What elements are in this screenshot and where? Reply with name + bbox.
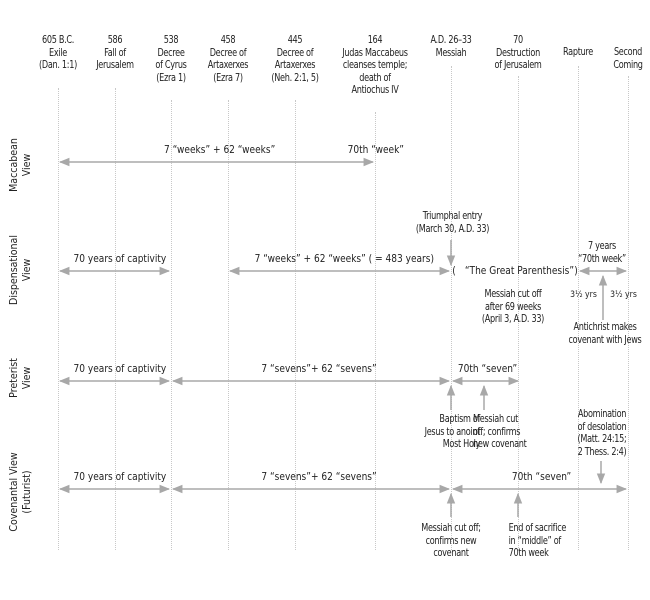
disp-seven-years-label: 7 years “70th week” — [578, 240, 626, 265]
cov-sacrifice-label: End of sacrifice in “middle” of 70th week — [508, 522, 567, 559]
header-messiah: A.D. 26–33 Messiah — [430, 34, 472, 59]
header-rapture: Rapture — [563, 46, 593, 58]
disp-weeks-label: 7 “weeks” + 62 “weeks” ( = 483 years) — [254, 253, 435, 265]
cov-captivity-label: 70 years of captivity — [73, 471, 167, 483]
header-70ad: 70 Destruction of Jerusalem — [494, 34, 542, 71]
cov-70th-label: 70th “seven” — [511, 471, 572, 483]
row-label-preterist: Preterist View — [7, 358, 33, 398]
pret-70th-label: 70th “seven” — [457, 363, 518, 375]
header-164: 164 Judas Maccabeus cleanses temple; death of Antiochus IV — [342, 34, 408, 96]
disp-half1-label: 3½ yrs — [570, 290, 597, 300]
cov-messiah-label: Messiah cut off; confirms new covenant — [421, 522, 481, 559]
cov-abomination-label: Abomination of desolation (Matt. 24:15; 2 Thess. 2:4) — [577, 408, 627, 458]
cov-sevens-label: 7 “sevens”+ 62 “sevens” — [261, 471, 377, 483]
maccabean-span-label: 7 “weeks” + 62 “weeks” — [164, 144, 276, 156]
header-586: 586 Fall of Jerusalem — [96, 34, 134, 71]
row-label-covenantal: Covenantal View (Futurist) — [7, 452, 33, 532]
row-label-maccabean: Maccabean View — [7, 138, 33, 192]
row-label-dispensational: Dispensational View — [7, 235, 33, 305]
disp-paren-open: ( — [452, 265, 456, 277]
pret-captivity-label: 70 years of captivity — [73, 363, 167, 375]
header-605bc: 605 B.C. Exile (Dan. 1:1) — [39, 34, 77, 71]
disp-paren-close: ) — [574, 265, 578, 277]
header-458: 458 Decree of Artaxerxes (Ezra 7) — [207, 34, 249, 84]
disp-antichrist-label: Antichrist makes covenant with Jews — [568, 321, 642, 346]
pret-messiah-label: Messiah cut off; confirms new covenant — [473, 413, 527, 450]
disp-messiah-cut-label: Messiah cut off after 69 weeks (April 3, A.D. 33) — [481, 288, 545, 325]
pret-baptism-label: Baptism of Jesus to anoint Most Holy — [424, 413, 481, 450]
pret-sevens-label: 7 “sevens”+ 62 “sevens” — [261, 363, 377, 375]
disp-captivity-label: 70 years of captivity — [73, 253, 167, 265]
header-445: 445 Decree of Artaxerxes (Neh. 2:1, 5) — [271, 34, 319, 84]
disp-parenthesis-label: “The Great Parenthesis” — [464, 265, 575, 277]
maccabean-70th-label: 70th “week” — [347, 144, 404, 156]
disp-triumphal-label: Triumphal entry (March 30, A.D. 33) — [415, 210, 490, 235]
header-538: 538 Decree of Cyrus (Ezra 1) — [155, 34, 187, 84]
disp-half2-label: 3½ yrs — [610, 290, 637, 300]
header-second-coming: Second Coming — [613, 46, 643, 71]
